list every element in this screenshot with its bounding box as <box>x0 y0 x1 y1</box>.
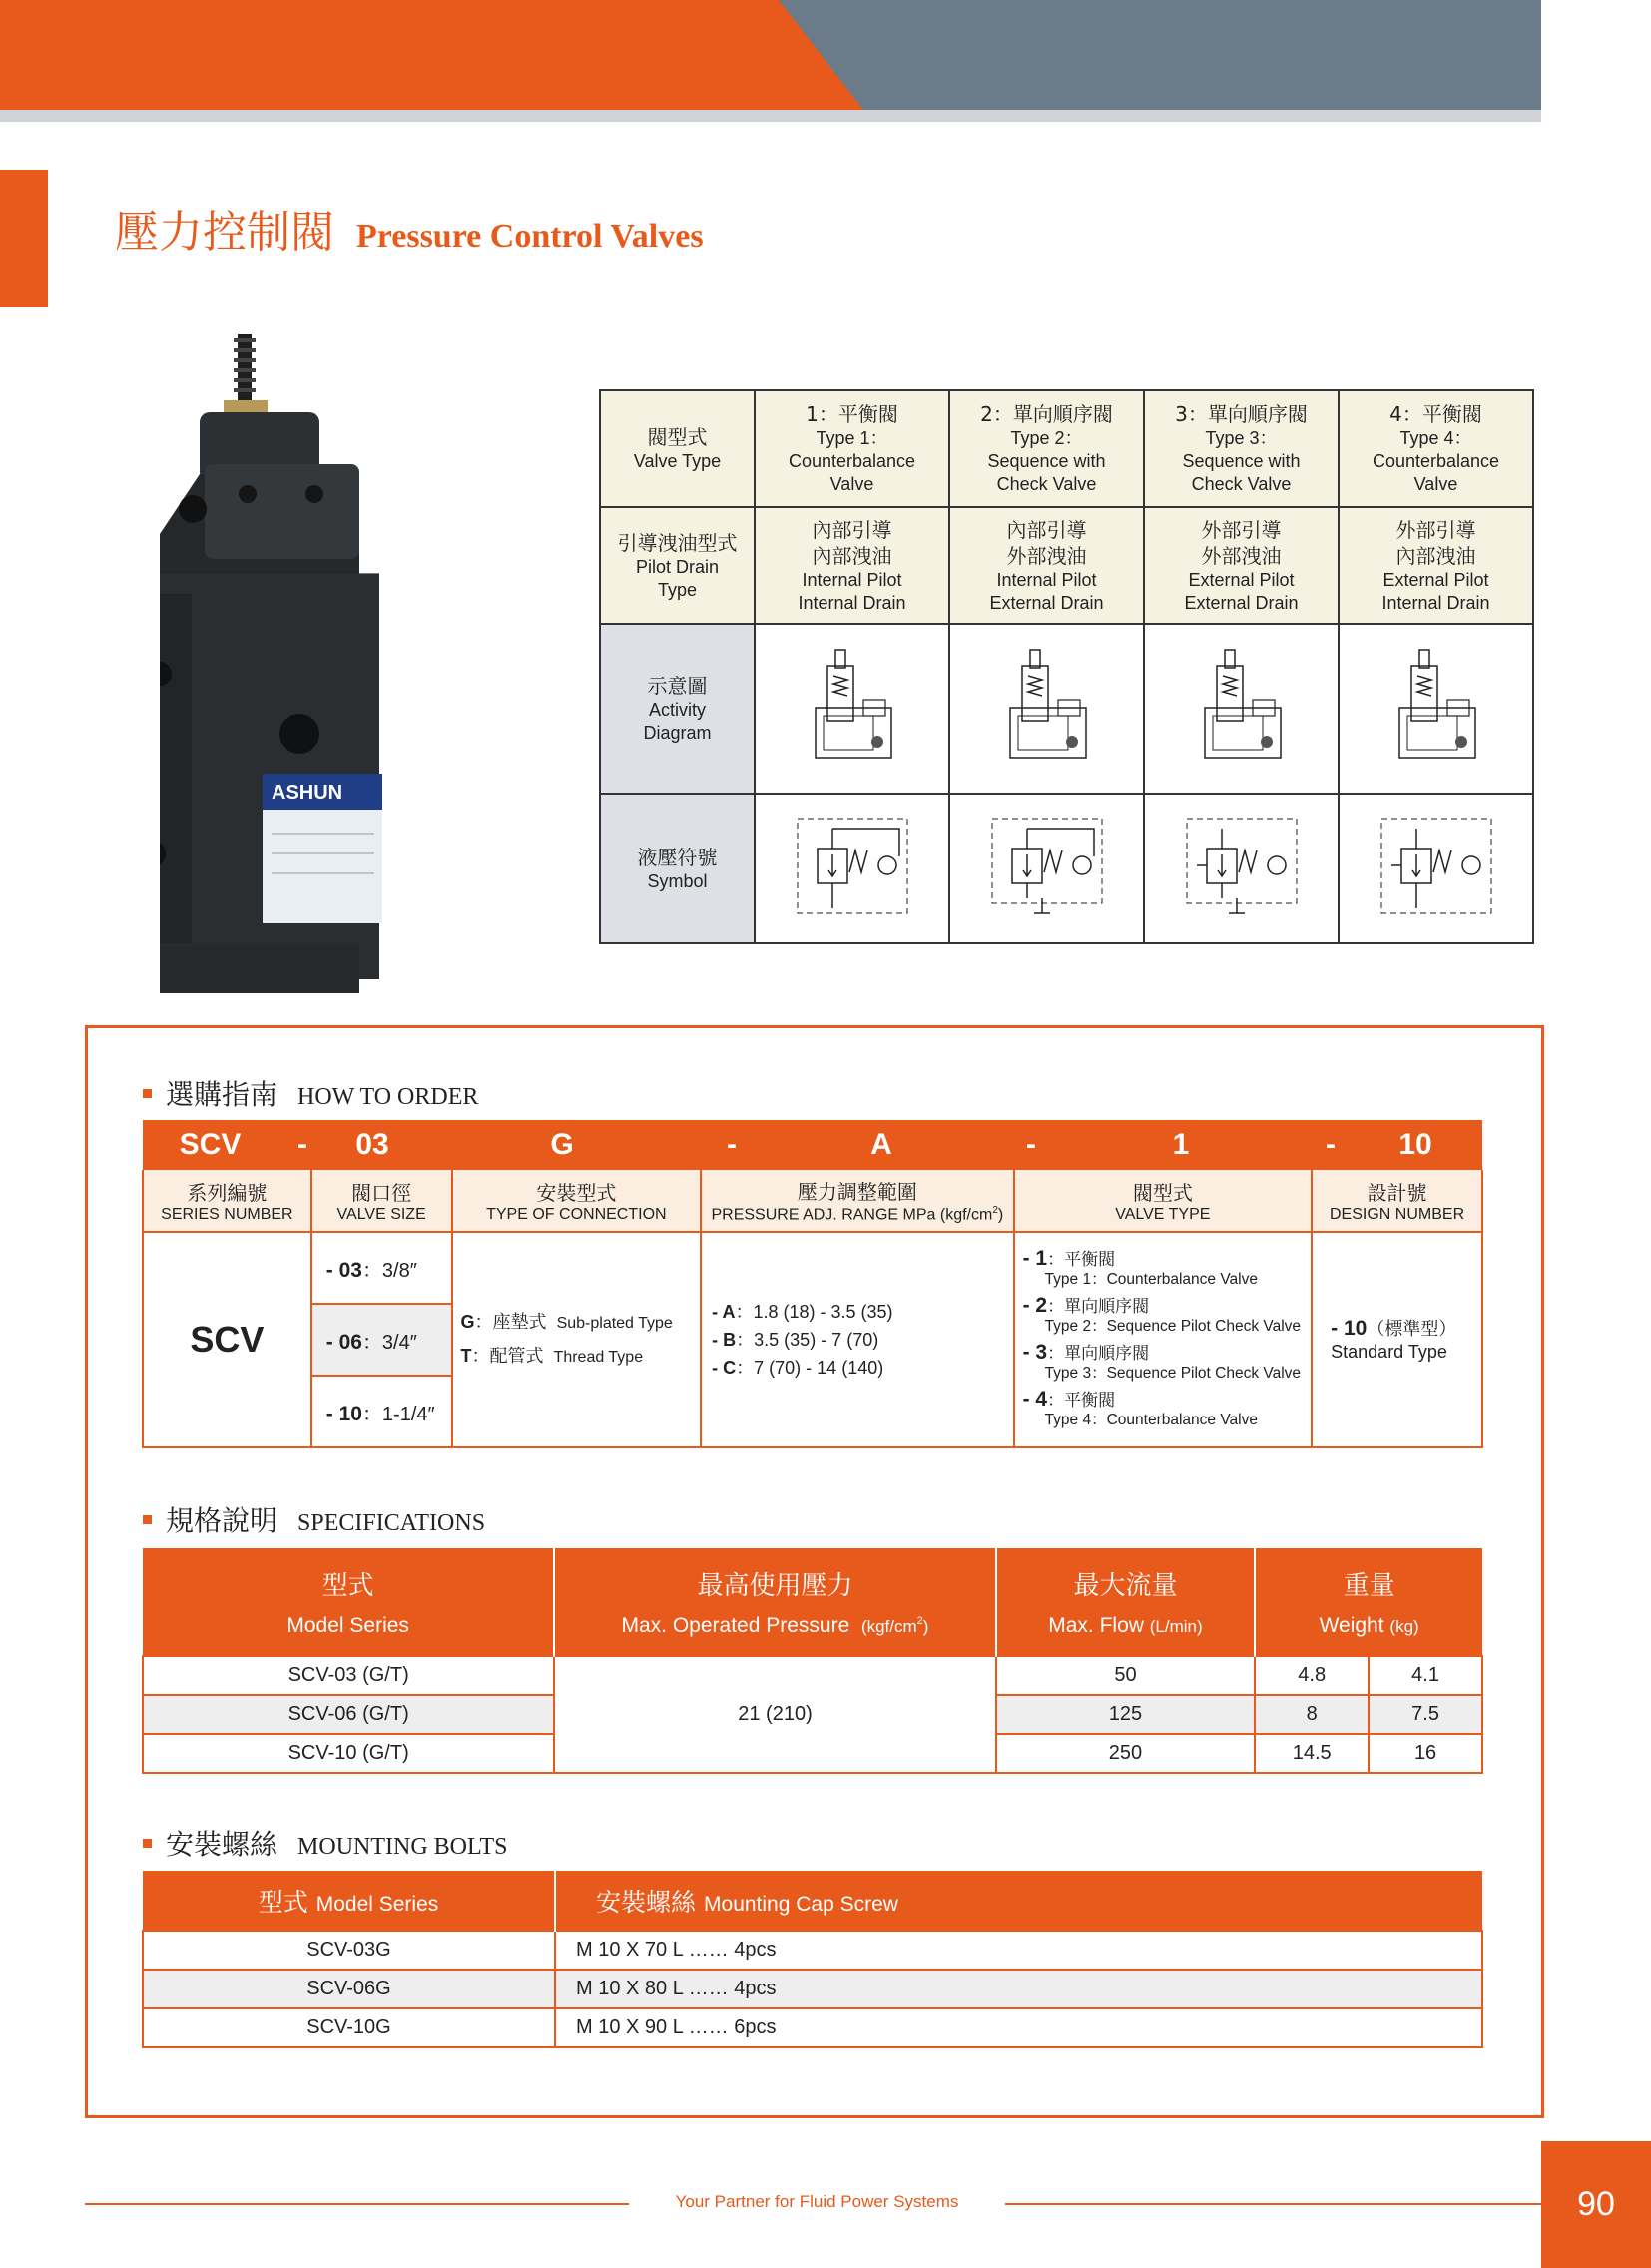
mounting-bolts-heading: 安裝螺絲 MOUNTING BOLTS <box>143 1823 507 1863</box>
code-size: 03 <box>355 1128 389 1161</box>
type-cell-1: 1：平衡閥 Type 1： Counterbalance Valve <box>755 390 949 507</box>
drain-cell-1: 內部引導 內部洩油 Internal Pilot Internal Drain <box>755 507 949 624</box>
activity-diagram-icon <box>1391 646 1481 766</box>
header-gray-band <box>779 0 1541 110</box>
hydraulic-symbol-icon <box>1372 809 1501 923</box>
drain-cell-4: 外部引導 內部洩油 External Pilot Internal Drain <box>1339 507 1533 624</box>
specifications-table <box>142 1548 1483 1774</box>
spec-row: SCV-10 (G/T) 250 14.5 16 <box>143 1734 1482 1773</box>
drain-row <box>600 507 1533 624</box>
code-valve-type: 1 <box>1172 1128 1190 1161</box>
header-design-number: 設計號 DESIGN NUMBER <box>1312 1170 1482 1232</box>
valve-type-option: - 1：平衡閥 Type 1：Counterbalance Valve <box>1022 1247 1258 1288</box>
header-divider <box>0 110 1541 122</box>
row-label-symbol: 液壓符號 Symbol <box>600 794 755 943</box>
title-accent-bar <box>0 170 48 307</box>
activity-diagram-3 <box>1144 624 1339 794</box>
drain-cell-3: 外部引導 外部洩油 External Pilot External Drain <box>1144 507 1339 624</box>
hydraulic-symbol-icon <box>1177 809 1307 923</box>
activity-diagram-icon <box>1002 646 1092 766</box>
series-value: SCV <box>143 1232 311 1447</box>
spec-row: SCV-03 (G/T) 21 (210) 50 4.8 4.1 <box>143 1656 1482 1695</box>
bolt-header-screw: 安裝螺絲 Mounting Cap Screw <box>555 1871 1482 1931</box>
code-sep: - <box>1326 1128 1336 1161</box>
row-label-valve-type: 閥型式 Valve Type <box>600 390 755 507</box>
code-range: A <box>870 1128 892 1161</box>
how-to-order-heading: 選購指南 HOW TO ORDER <box>143 1073 478 1113</box>
header-valve-size: 閥口徑 VALVE SIZE <box>311 1170 452 1232</box>
order-header-row <box>143 1170 1482 1232</box>
product-image <box>160 334 519 993</box>
type-cell-3: 3：單向順序閥 Type 3： Sequence with Check Valve <box>1144 390 1339 507</box>
spec-header-flow: 最大流量 Max. Flow (L/min) <box>996 1548 1256 1656</box>
order-body-row <box>143 1232 1482 1304</box>
spec-header-model: 型式 Model Series <box>143 1548 554 1656</box>
spec-header-pressure: 最高使用壓力 Max. Operated Pressure $(kgf/cm^2)$ <box>554 1548 995 1656</box>
spec-header-row <box>143 1548 1482 1656</box>
connection-option: T：配管式 Thread Type <box>460 1346 644 1367</box>
valve-type-option: - 4：平衡閥 Type 4：Counterbalance Valve <box>1022 1388 1258 1428</box>
valve-type-option: - 2：單向順序閥 Type 2：Sequence Pilot Check Valve <box>1022 1294 1302 1335</box>
footer-tagline: Your Partner for Fluid Power Systems <box>675 2192 959 2211</box>
spec-pressure-value: 21 (210) <box>554 1656 995 1773</box>
hydraulic-symbol-3 <box>1144 794 1339 943</box>
page-title-zh: 壓力控制閥 <box>115 207 334 258</box>
type-row <box>600 390 1533 507</box>
range-option: - C：7 (70) - 14 (140) <box>712 1358 884 1378</box>
size-option: - 06：3/4″ <box>311 1304 452 1376</box>
header-series-number: 系列編號 SERIES NUMBER <box>143 1170 311 1232</box>
hydraulic-symbol-icon <box>982 809 1112 923</box>
code-series: SCV <box>179 1128 242 1161</box>
size-option: - 10：1-1/4″ <box>311 1376 452 1447</box>
range-option: - B：3.5 (35) - 7 (70) <box>712 1330 879 1350</box>
specifications-heading: 規格說明 SPECIFICATIONS <box>143 1499 485 1539</box>
brand-logo-text: ASHUN <box>272 782 343 804</box>
header-orange-band <box>0 0 868 110</box>
bolt-row: SCV-10G M 10 X 90 L …… 6pcs <box>143 2008 1482 2047</box>
activity-diagram-icon <box>808 646 897 766</box>
spec-header-weight: 重量 Weight (kg) <box>1255 1548 1482 1656</box>
how-to-order-table <box>142 1120 1483 1448</box>
code-sep: - <box>297 1128 307 1161</box>
hydraulic-symbol-4 <box>1339 794 1533 943</box>
page-title-en: Pressure Control Valves <box>356 218 704 255</box>
drain-cell-2: 內部引導 外部洩油 Internal Pilot External Drain <box>949 507 1144 624</box>
activity-diagram-icon <box>1197 646 1287 766</box>
connection-options <box>452 1232 702 1447</box>
code-design: 10 <box>1398 1128 1432 1161</box>
bolt-row: SCV-06G M 10 X 80 L …… 4pcs <box>143 1970 1482 2008</box>
activity-diagram-4 <box>1339 624 1533 794</box>
hydraulic-symbol-1 <box>755 794 949 943</box>
header-valve-type: 閥型式 VALVE TYPE <box>1014 1170 1313 1232</box>
page-number: 90 <box>1541 2141 1651 2268</box>
code-connection: G <box>550 1128 574 1161</box>
hydraulic-symbol-2 <box>949 794 1144 943</box>
bullet-square-icon <box>143 1089 152 1098</box>
bolt-row: SCV-03G M 10 X 70 L …… 4pcs <box>143 1931 1482 1970</box>
page-title <box>115 196 704 260</box>
valve-type-options <box>1014 1232 1313 1447</box>
pressure-range-options <box>701 1232 1013 1447</box>
bullet-square-icon <box>143 1515 152 1524</box>
row-label-pilot-drain: 引導洩油型式 Pilot Drain Type <box>600 507 755 624</box>
header-pressure-range: 壓力調整範圍 PRESSURE ADJ. RANGE MPa $(kgf/cm^2)$ <box>701 1170 1013 1232</box>
diagram-row <box>600 624 1533 794</box>
bolt-header-row <box>143 1871 1482 1931</box>
size-option: - 03：3/8″ <box>311 1232 452 1304</box>
design-number-option: - 10（標準型） Standard Type <box>1312 1232 1482 1447</box>
bolt-header-model: 型式 Model Series <box>143 1871 555 1931</box>
connection-option: G：座墊式 Sub-plated Type <box>460 1312 673 1333</box>
range-option: - A：1.8 (18) - 3.5 (35) <box>712 1302 893 1322</box>
mounting-bolts-table <box>142 1871 1483 2048</box>
activity-diagram-2 <box>949 624 1144 794</box>
order-code-row <box>143 1120 1482 1170</box>
code-sep: - <box>727 1128 737 1161</box>
footer-rule-right <box>1005 2203 1541 2205</box>
valve-type-table <box>599 389 1534 944</box>
code-sep: - <box>1026 1128 1036 1161</box>
type-cell-4: 4：平衡閥 Type 4： Counterbalance Valve <box>1339 390 1533 507</box>
activity-diagram-1 <box>755 624 949 794</box>
header-connection: 安裝型式 TYPE OF CONNECTION <box>452 1170 702 1232</box>
valve-type-option: - 3：單向順序閥 Type 3：Sequence Pilot Check Valve <box>1022 1341 1302 1382</box>
symbol-row <box>600 794 1533 943</box>
footer-rule-left <box>85 2203 629 2205</box>
bullet-square-icon <box>143 1839 152 1848</box>
row-label-activity-diagram: 示意圖 Activity Diagram <box>600 624 755 794</box>
spec-row: SCV-06 (G/T) 125 8 7.5 <box>143 1695 1482 1734</box>
hydraulic-symbol-icon <box>788 809 917 923</box>
type-cell-2: 2：單向順序閥 Type 2： Sequence with Check Valve <box>949 390 1144 507</box>
